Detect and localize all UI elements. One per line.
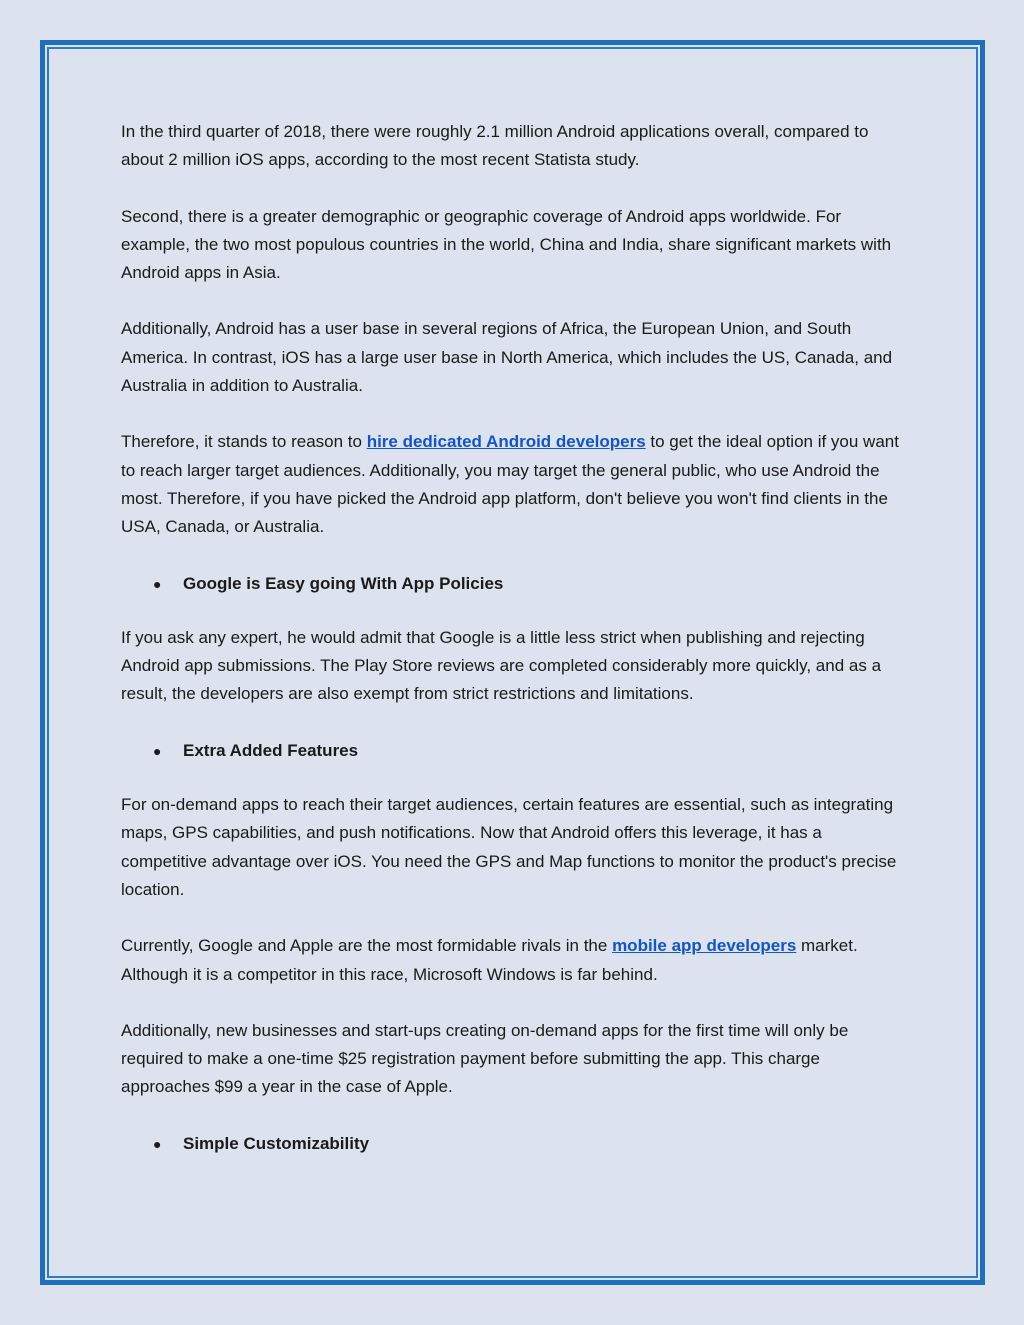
bullet-heading-text: Extra Added Features <box>183 740 359 760</box>
hire-android-developers-link[interactable]: hire dedicated Android developers <box>366 432 646 452</box>
bullet-icon: ● <box>153 1135 162 1152</box>
bullet-icon: ● <box>153 742 162 759</box>
paragraph-rivals <box>121 932 911 989</box>
bullet-heading-app-policies <box>121 570 911 598</box>
paragraph-text: to get the ideal option if you want to reach larger target audiences. Additionally, you may target the general public, who use Android the most. Therefore, if you have picked the Android app platform, don't believe you won't find clients in the USA, Canada, or Australia. <box>121 432 899 537</box>
paragraph-registration-fee: Additionally, new businesses and start-ups creating on-demand apps for the first time will only be required to make a one-time $25 registration payment before submitting the app. This charge approaches $99 a year in the case of Apple. <box>121 1020 849 1097</box>
bullet-heading-text: Simple Customizability <box>183 1133 370 1153</box>
bullet-icon: ● <box>153 575 162 592</box>
paragraph-text: market. Although it is a competitor in this race, Microsoft Windows is far behind. <box>121 936 858 984</box>
bullet-heading-extra-features <box>121 737 911 765</box>
paragraph-on-demand-features: For on-demand apps to reach their target audiences, certain features are essential, such as integrating maps, GPS capabilities, and push notifications. Now that Android offers this leverage, it has a competitive advantage over iOS. You need the GPS and Map functions to monitor the product's precise location. <box>121 795 897 899</box>
mobile-app-developers-link[interactable]: mobile app developers <box>612 936 797 956</box>
paragraph-play-store-reviews: If you ask any expert, he would admit that Google is a little less strict when publishing and rejecting Android app submissions. The Play Store reviews are completed considerably more quickly, and as a result, the developers are also exempt from strict restrictions and limitations. <box>121 627 882 704</box>
bullet-heading-customizability <box>121 1130 911 1158</box>
paragraph-target-audiences <box>121 428 911 541</box>
document-body <box>121 118 911 1184</box>
paragraph-geographic-coverage: Second, there is a greater demographic or geographic coverage of Android apps worldwide. For example, the two most populous countries in the world, China and India, share significant markets with Android apps in Asia. <box>121 206 892 283</box>
bullet-heading-text: Google is Easy going With App Policies <box>183 573 504 593</box>
paragraph-app-counts: In the third quarter of 2018, there were roughly 2.1 million Android applications overall, compared to about 2 million iOS apps, according to the most recent Statista study. <box>121 122 869 170</box>
paragraph-text: Currently, Google and Apple are the most formidable rivals in the <box>121 936 613 956</box>
paragraph-text: Therefore, it stands to reason to <box>121 432 367 452</box>
paragraph-user-base: Additionally, Android has a user base in several regions of Africa, the European Union, and South America. In contrast, iOS has a large user base in North America, which includes the US, Canada, and Australia in addition to Australia. <box>121 319 893 396</box>
